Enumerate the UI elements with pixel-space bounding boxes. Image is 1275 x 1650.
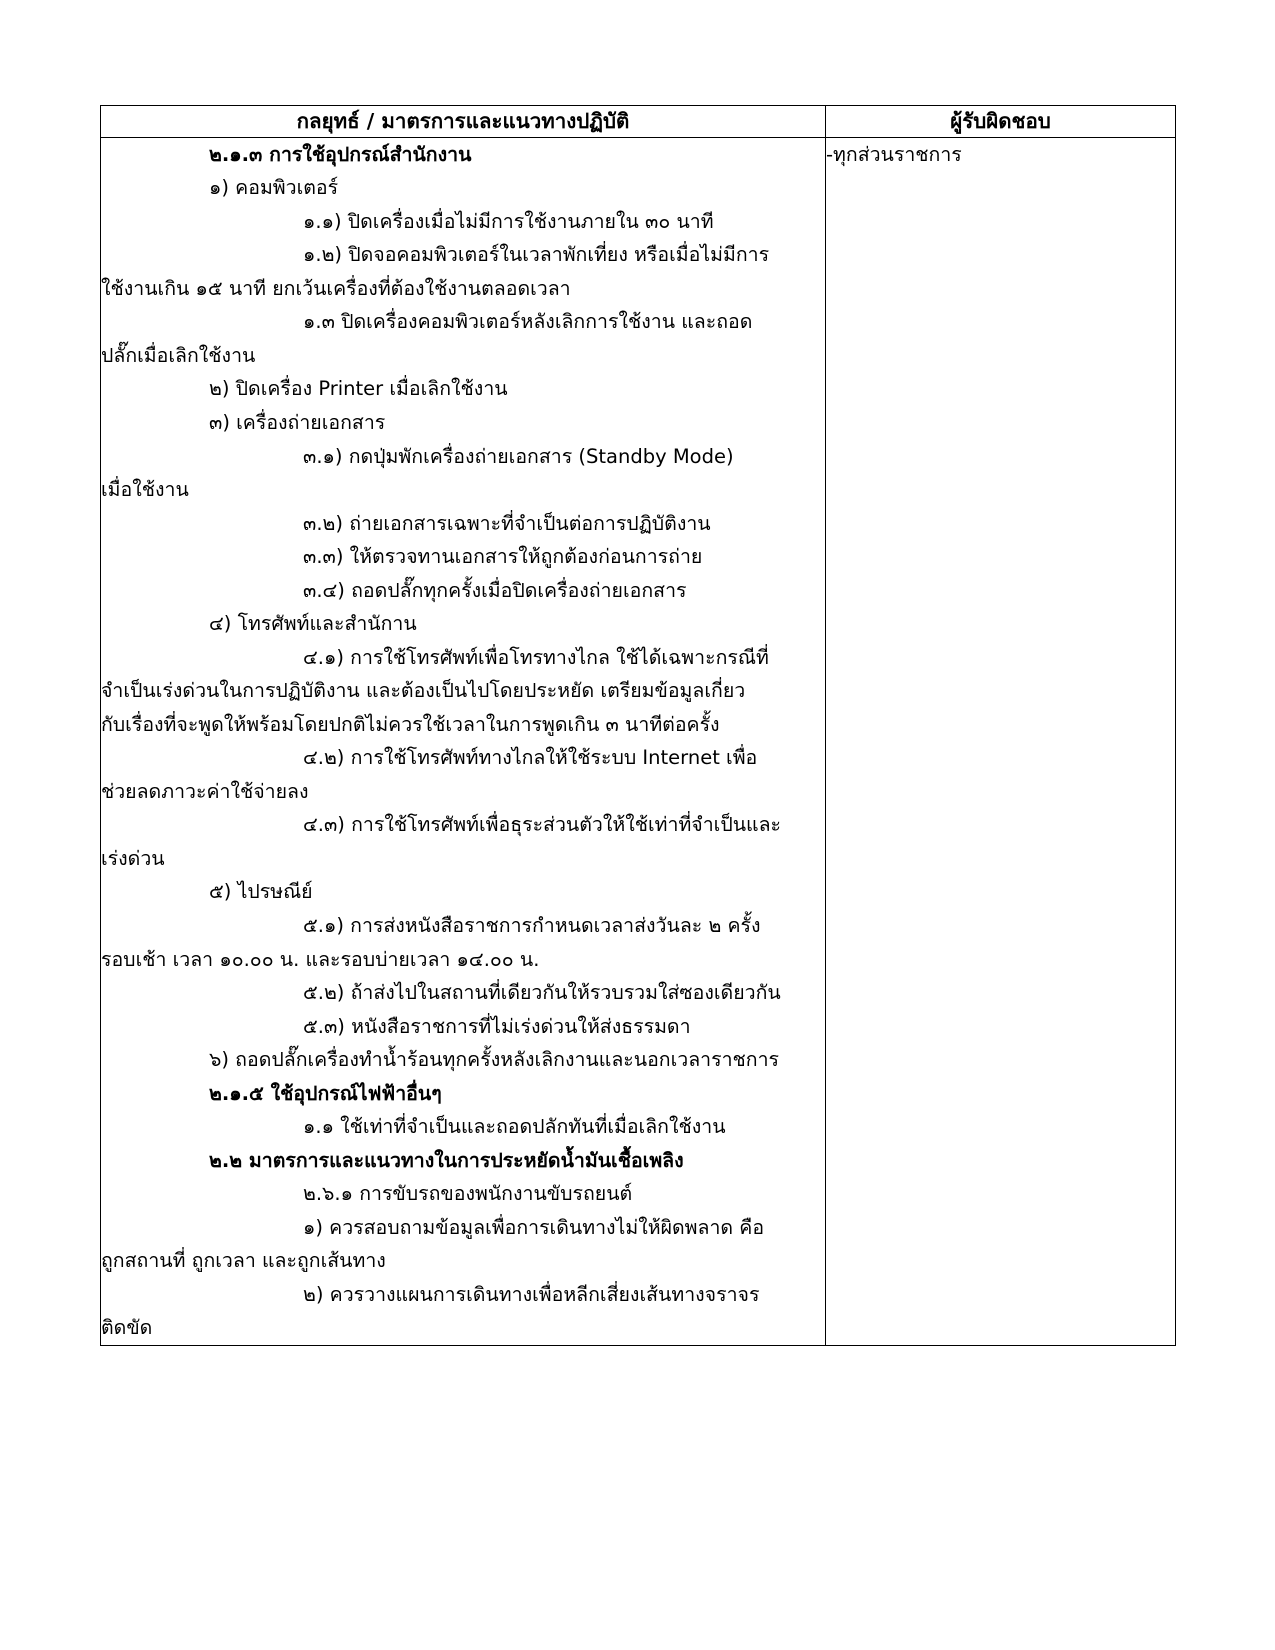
strategy-line: ๑.๑ ใช้เท่าที่จำเป็นและถอดปลักทันที่เมื่อเลิกใช้งาน bbox=[303, 1115, 726, 1139]
strategy-line: ๓) เครื่องถ่ายเอกสาร bbox=[209, 411, 386, 434]
strategy-line: รอบเช้า เวลา ๑๐.๐๐ น. และรอบบ่ายเวลา ๑๔.๐๐ น. bbox=[101, 947, 540, 971]
strategy-line: ๓.๔) ถอดปลั๊กทุกครั้งเมื่อปิดเครื่องถ่ายเอกสาร bbox=[303, 578, 687, 602]
table-header-row bbox=[101, 106, 1176, 138]
strategy-line: ๔.๑) การใช้โทรศัพท์เพื่อโทรทางไกล ใช้ได้เฉพาะกรณีที่ bbox=[303, 645, 769, 669]
strategy-line: ๒) ควรวางแผนการเดินทางเพื่อหลีกเสี่ยงเส้นทางจราจร bbox=[303, 1282, 760, 1306]
strategy-line: ๓.๓) ให้ตรวจทานเอกสารให้ถูกต้องก่อนการถ่าย bbox=[303, 545, 703, 569]
strategy-line: ๔.๒) การใช้โทรศัพท์ทางไกลให้ใช้ระบบ Internet เพื่อ bbox=[303, 746, 758, 770]
strategy-line: ติดขัด bbox=[101, 1316, 153, 1340]
strategy-line: ๒.๖.๑ การขับรถของพนักงานขับรถยนต์ bbox=[303, 1182, 633, 1206]
strategy-line: ๑.๓ ปิดเครื่องคอมพิวเตอร์หลังเลิกการใช้งาน และถอด bbox=[303, 310, 753, 334]
strategy-line: ๕.๓) หนังสือราชการที่ไม่เร่งด่วนให้ส่งธรรมดา bbox=[303, 1014, 691, 1038]
strategy-line: ปลั๊กเมื่อเลิกใช้งาน bbox=[101, 343, 256, 367]
strategy-line: ๑) คอมพิวเตอร์ bbox=[209, 176, 339, 200]
strategy-line: ๑.๑) ปิดเครื่องเมื่อไม่มีการใช้งานภายใน ๓๐ นาที bbox=[303, 209, 714, 233]
strategy-line: ๒.๑.๓ การใช้อุปกรณ์สำนักงาน bbox=[209, 142, 472, 166]
strategy-line: ๑) ควรสอบถามข้อมูลเพื่อการเดินทางไม่ให้ผิดพลาด คือ bbox=[303, 1215, 765, 1239]
strategy-cell bbox=[101, 137, 826, 1345]
strategy-lines bbox=[101, 138, 825, 1345]
strategy-line: ๕) ไปรษณีย์ bbox=[209, 880, 313, 904]
strategy-line: ๕.๒) ถ้าส่งไปในสถานที่เดียวกันให้รวบรวมใส่ซองเดียวกัน bbox=[303, 981, 781, 1005]
strategy-line: ๕.๑) การส่งหนังสือราชการกำหนดเวลาส่งวันละ ๒ ครั้ง bbox=[303, 913, 761, 937]
strategy-line: ช่วยลดภาวะค่าใช้จ่ายลง bbox=[101, 779, 309, 803]
strategy-line: จำเป็นเร่งด่วนในการปฏิบัติงาน และต้องเป็นไปโดยประหยัด เตรียมข้อมูลเกี่ยว bbox=[101, 679, 746, 703]
strategy-line: ๒.๑.๕ ใช้อุปกรณ์ไฟฟ้าอื่นๆ bbox=[209, 1081, 442, 1105]
table-row bbox=[101, 137, 1176, 1345]
strategy-line: ๖) ถอดปลั๊กเครื่องทำน้ำร้อนทุกครั้งหลังเลิกงานและนอกเวลาราชการ bbox=[209, 1048, 780, 1072]
strategy-line: ใช้งานเกิน ๑๕ นาที ยกเว้นเครื่องที่ต้องใช้งานตลอดเวลา bbox=[101, 276, 571, 300]
column-header-strategy: กลยุทธ์ / มาตรการและแนวทางปฏิบัติ bbox=[101, 106, 826, 138]
strategy-line: ๔.๓) การใช้โทรศัพท์เพื่อธุระส่วนตัวให้ใช้เท่าที่จำเป็นและ bbox=[303, 813, 782, 837]
policy-table bbox=[100, 105, 1176, 1346]
strategy-line: ๒.๒ มาตรการและแนวทางในการประหยัดน้ำมันเชื้อเพลิง bbox=[209, 1148, 684, 1172]
strategy-line: ๑.๒) ปิดจอคอมพิวเตอร์ในเวลาพักเที่ยง หรือเมื่อไม่มีการ bbox=[303, 243, 770, 267]
strategy-line: ถูกสถานที่ ถูกเวลา และถูกเส้นทาง bbox=[101, 1249, 386, 1273]
strategy-line: เร่งด่วน bbox=[101, 846, 165, 870]
column-header-responsible: ผู้รับผิดชอบ bbox=[826, 106, 1176, 138]
strategy-line: ๓.๒) ถ่ายเอกสารเฉพาะที่จำเป็นต่อการปฏิบัติงาน bbox=[303, 511, 711, 535]
strategy-line: กับเรื่องที่จะพูดให้พร้อมโดยปกติไม่ควรใช้เวลาในการพูดเกิน ๓ นาทีต่อครั้ง bbox=[101, 712, 720, 736]
strategy-line: ๓.๑) กดปุ่มพักเครื่องถ่ายเอกสาร (Standby Mode) bbox=[303, 444, 734, 468]
strategy-line: เมื่อใช้งาน bbox=[101, 478, 189, 502]
strategy-line: ๔) โทรศัพท์และสำนักาน bbox=[209, 612, 417, 636]
strategy-line: ๒) ปิดเครื่อง Printer เมื่อเลิกใช้งาน bbox=[209, 377, 508, 401]
responsible-cell: -ทุกส่วนราชการ bbox=[826, 137, 1176, 1345]
